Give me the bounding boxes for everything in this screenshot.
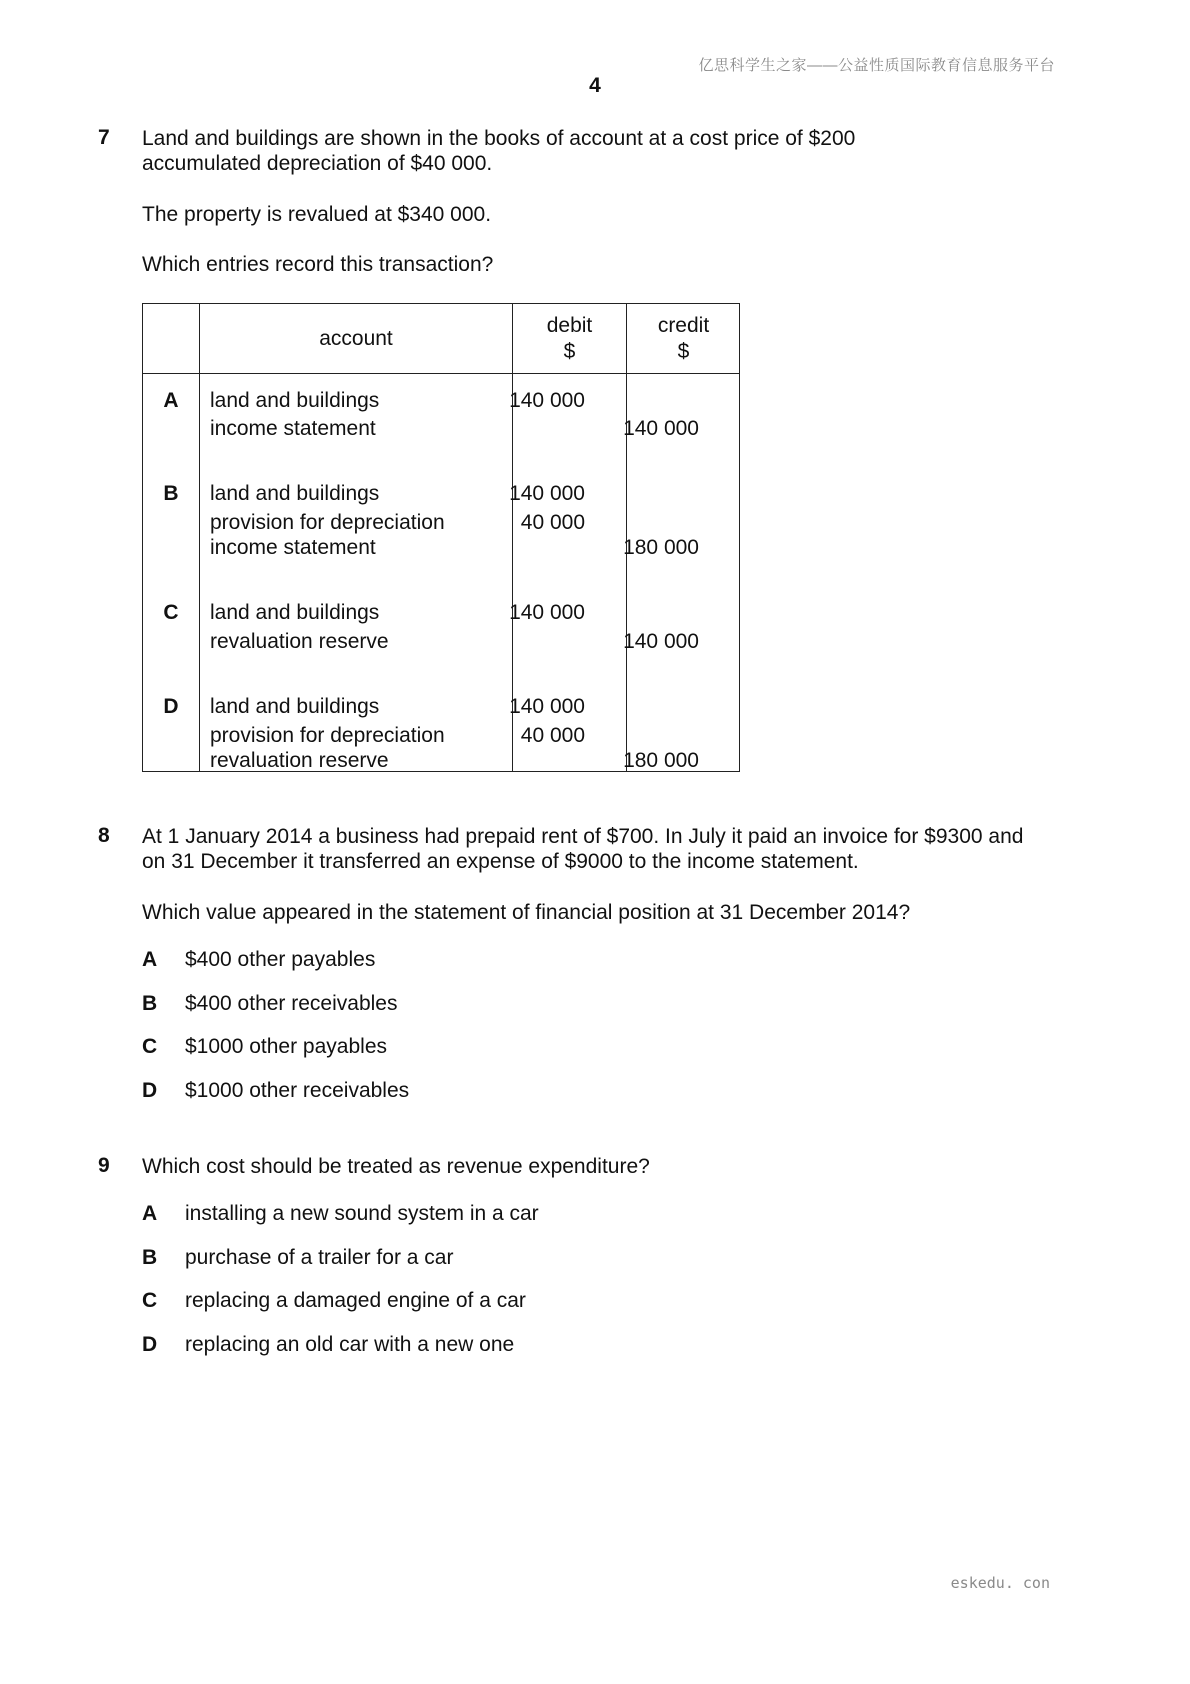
question-8-line-1: At 1 January 2014 a business had prepaid rent of $700. In July it paid an invoice for $9300 and <box>142 825 1024 848</box>
option-b-account-2: provision for depreciation <box>210 511 445 534</box>
question-7-revaluation-text: The property is revalued at $340 000. <box>142 203 492 226</box>
header-account: account <box>319 327 393 350</box>
q9-option-a-text: installing a new sound system in a car <box>185 1202 539 1225</box>
journal-entries-table <box>142 303 740 772</box>
option-a-account-1: land and buildings <box>210 389 380 412</box>
option-b-account-3: income statement <box>210 536 376 559</box>
header-debit-unit: $ <box>563 340 576 363</box>
q9-option-c-text: replacing a damaged engine of a car <box>185 1289 526 1312</box>
header-debit: debit <box>546 314 593 337</box>
table-divider <box>199 304 200 771</box>
q8-option-d-letter: D <box>142 1079 158 1102</box>
header-watermark: 亿思科学生之家——公益性质国际教育信息服务平台 <box>698 57 1055 74</box>
q8-option-d-text: $1000 other receivables <box>185 1079 410 1102</box>
question-7-prompt: Which entries record this transaction? <box>142 253 494 276</box>
option-d-credit-3: 180 000 <box>623 749 699 772</box>
question-7-line-1: Land and buildings are shown in the books of account at a cost price of $200 <box>142 127 856 150</box>
header-credit-unit: $ <box>677 340 690 363</box>
q8-option-a-letter: A <box>142 948 158 971</box>
question-8-number: 8 <box>98 824 110 847</box>
question-8-line-2: on 31 December it transferred an expense of $9000 to the income statement. <box>142 850 859 873</box>
option-b-account-1: land and buildings <box>210 482 380 505</box>
question-9-number: 9 <box>98 1154 110 1177</box>
option-d-letter: D <box>163 695 179 718</box>
option-a-debit-1: 140 000 <box>509 389 585 412</box>
option-b-credit-3: 180 000 <box>623 536 699 559</box>
option-c-debit-1: 140 000 <box>509 601 585 624</box>
option-a-credit-2: 140 000 <box>623 417 699 440</box>
option-c-credit-2: 140 000 <box>623 630 699 653</box>
option-a-account-2: income statement <box>210 417 376 440</box>
q9-option-a-letter: A <box>142 1202 158 1225</box>
q9-option-d-letter: D <box>142 1333 158 1356</box>
q9-option-c-letter: C <box>142 1289 158 1312</box>
table-header-divider <box>143 373 739 374</box>
q9-option-d-text: replacing an old car with a new one <box>185 1333 515 1356</box>
option-b-debit-1: 140 000 <box>509 482 585 505</box>
option-c-letter: C <box>163 601 179 624</box>
question-8-prompt: Which value appeared in the statement of financial position at 31 December 2014? <box>142 901 911 924</box>
option-c-account-2: revaluation reserve <box>210 630 389 653</box>
q9-option-b-text: purchase of a trailer for a car <box>185 1246 454 1269</box>
q8-option-b-text: $400 other receivables <box>185 992 398 1015</box>
option-d-account-2: provision for depreciation <box>210 724 445 747</box>
option-b-letter: B <box>163 482 179 505</box>
option-b-debit-2: 40 000 <box>520 511 585 534</box>
page-number: 4 <box>589 74 601 97</box>
option-d-debit-2: 40 000 <box>520 724 585 747</box>
q8-option-c-text: $1000 other payables <box>185 1035 387 1058</box>
option-a-letter: A <box>163 389 179 412</box>
option-d-account-1: land and buildings <box>210 695 380 718</box>
footer-watermark: eskedu. con <box>950 1574 1050 1592</box>
question-9-prompt: Which cost should be treated as revenue expenditure? <box>142 1155 650 1178</box>
option-c-account-1: land and buildings <box>210 601 380 624</box>
question-7-line-2: accumulated depreciation of $40 000. <box>142 152 493 175</box>
option-d-debit-1: 140 000 <box>509 695 585 718</box>
q8-option-b-letter: B <box>142 992 158 1015</box>
q8-option-c-letter: C <box>142 1035 158 1058</box>
option-d-account-3: revaluation reserve <box>210 749 389 772</box>
question-7-number: 7 <box>98 126 110 149</box>
q9-option-b-letter: B <box>142 1246 158 1269</box>
header-credit: credit <box>657 314 710 337</box>
q8-option-a-text: $400 other payables <box>185 948 376 971</box>
